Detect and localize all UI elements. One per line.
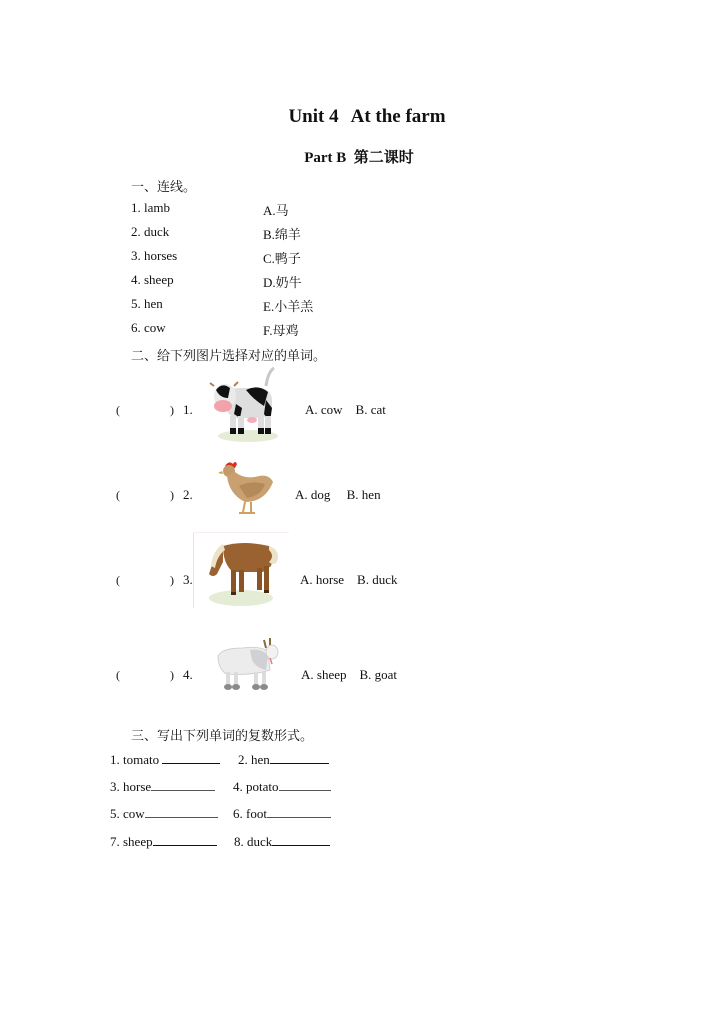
page-subtitle: Part B 第二课时 [304,150,414,166]
match-left-item: 2. duck [131,224,170,239]
match-left-item: 5. hen [131,296,163,311]
section1-heading: 一、连线。 [131,179,197,194]
question-number: 4. [183,667,193,682]
match-left-item: 4. sheep [131,272,174,287]
answer-blank[interactable] [272,834,330,846]
match-left-item: 1. lamb [131,200,170,215]
answer-blank[interactable] [151,779,215,791]
question-number: 2. [183,487,193,502]
answer-options: A. horse B. duck [300,572,398,587]
plural-item: 8. duck [234,834,330,850]
cow-icon [208,364,283,442]
hen-icon [215,458,277,518]
horse-icon [193,532,289,608]
answer-blank[interactable] [145,806,218,818]
match-right-item: A.马 [263,203,289,218]
plural-item: 1. tomato [110,752,220,768]
answer-options: A. dog B. hen [295,487,381,502]
match-left-item: 3. horses [131,248,178,263]
plural-item: 5. cow [110,806,218,822]
goat-icon [212,636,282,694]
plural-item: 7. sheep [110,834,217,850]
answer-blank[interactable] [162,752,220,764]
answer-options: A. cow B. cat [305,402,386,417]
answer-blank[interactable] [270,752,329,764]
answer-blank[interactable] [279,779,331,791]
question-number: 3. [183,572,193,587]
answer-blank[interactable] [153,834,217,846]
plural-item: 2. hen [238,752,329,768]
section3-heading: 三、写出下列单词的复数形式。 [131,728,314,743]
title-unit: Unit 4 [288,106,339,127]
answer-paren-open: ( [116,488,120,502]
match-right-item: B.绵羊 [263,227,301,242]
answer-options: A. sheep B. goat [301,667,398,682]
answer-paren-close: ) [170,403,174,417]
plural-item: 6. foot [233,806,331,822]
answer-paren-close: ) [170,488,174,502]
question-number: 1. [183,402,193,417]
answer-paren-open: ( [116,668,120,682]
answer-paren-close: ) [170,573,174,587]
match-right-item: E.小羊羔 [263,299,314,314]
section2-heading: 二、给下列图片选择对应的单词。 [131,348,327,363]
answer-paren-close: ) [170,668,174,682]
answer-paren-open: ( [116,403,120,417]
title-name: At the farm [350,106,446,127]
plural-item: 3. horse [110,779,215,795]
match-right-item: C.鸭子 [263,251,301,266]
match-right-item: F.母鸡 [263,323,299,338]
match-left-item: 6. cow [131,320,166,335]
page-title [0,106,724,128]
plural-item: 4. potato [233,779,331,795]
answer-blank[interactable] [267,806,331,818]
match-right-item: D.奶牛 [263,275,302,290]
answer-paren-open: ( [116,573,120,587]
